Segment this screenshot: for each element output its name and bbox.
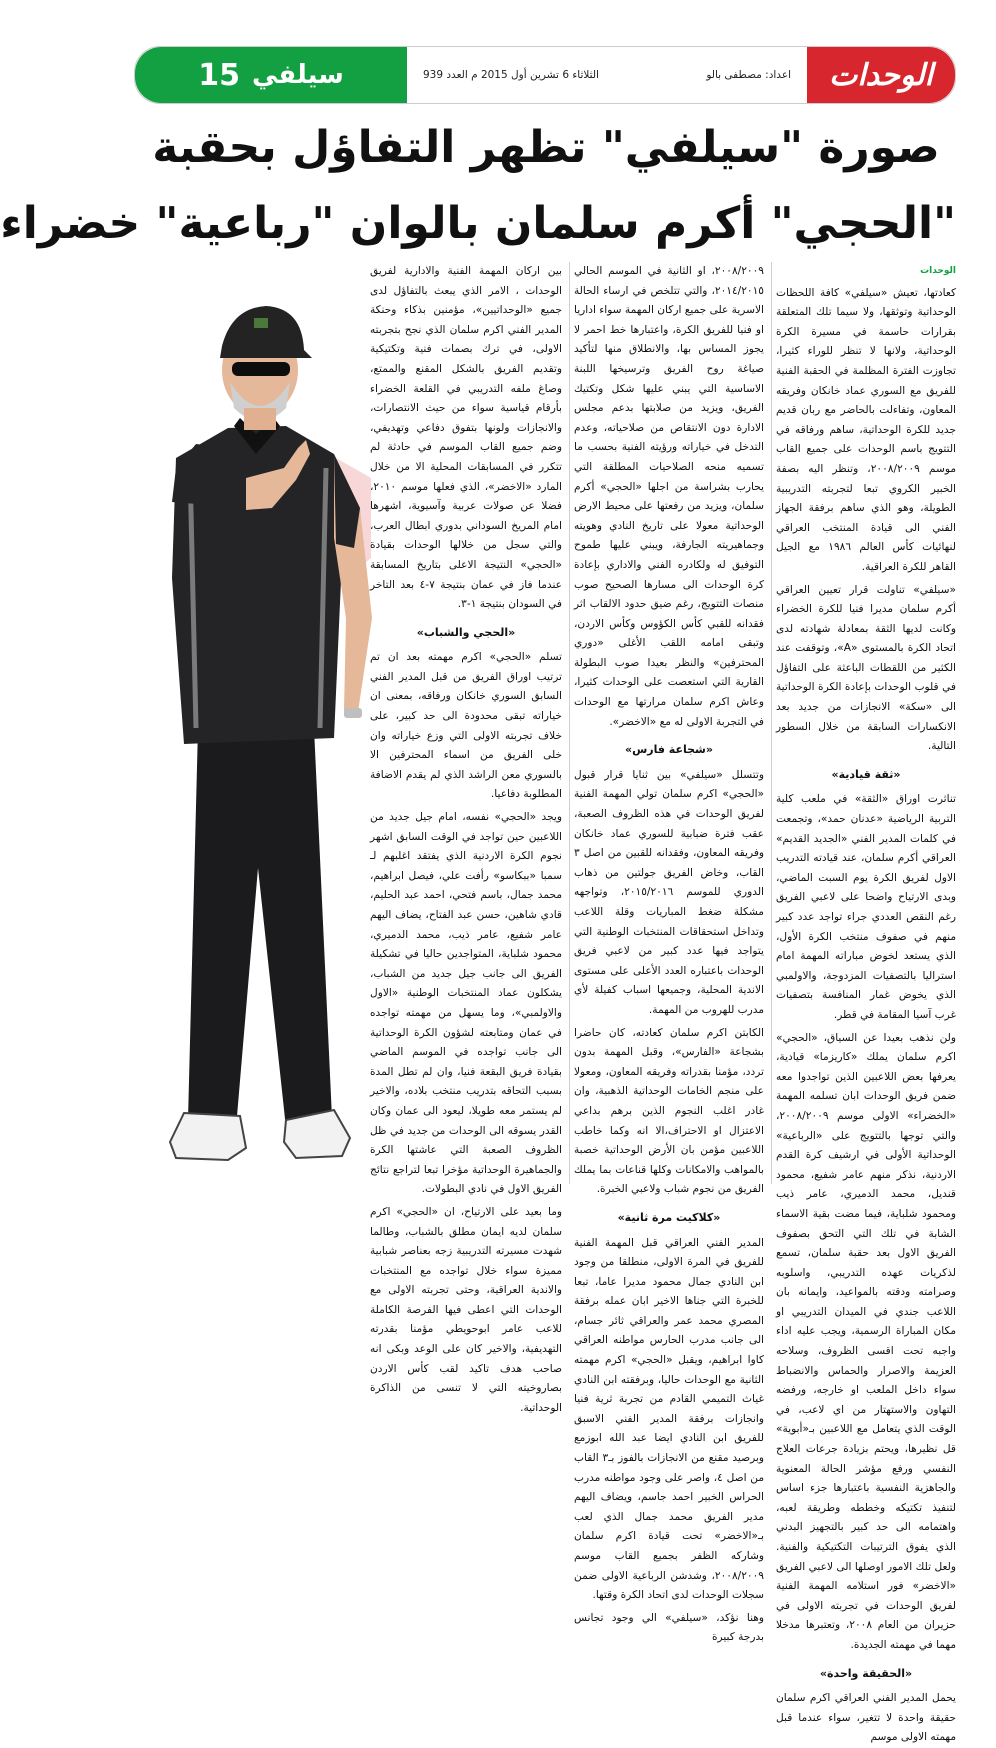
paragraph: تسلم «الحجي» اكرم مهمته بعد ان تم ترتيب اوراق الفريق من قبل المدير الفني السابق السوري خانكان ورفاقه، بمعنى ان خياراته تبقى محدودة الى حد كبير، على خلاف تجربته الاولى التي وزع خياراته وان خلى الفريق من اسماء المحترفين الا بالسوري معن الراشد الذي لم يقدم الاضافة المطلوبة دفاعيا. <box>370 651 562 801</box>
paragraph: كعادتها، تعيش «سيلفي» كافة اللحظات الوحداتية وتوثقها، ولا سيما تلك المتعلقة بقرارات حاسمة في مسيرة الكرة الوحداتية، ولانها لا تنظر للوراء كثيرا، تجاوزت الفترة المظلمة في الحقبة الفنية للفريق مع السوري عماد خانكان وفريقه المعاون، وتفاءلت بالحاضر مع ربان قديم جديد للكرة الوحداتية، ساهم ورفاقه في التتويج باسم الوحدات على جميع القاب موسم ٢٠٠٨/٢٠٠٩، وتنظر اليه بصفة الخبير الكروي تبعا لتجربته التدريبية الطويلة، وهو الذي ساهم برفقة الجهاز الفني الى قيادة المنتخب العراقي لنهائيات كأس العالم ١٩٨٦ مع الجيل القاهر للكرة العراقية. <box>776 286 956 573</box>
paragraph: ويجد «الحجي» نفسه، امام جيل جديد من اللاعبين حين تواجد في الوقت السابق اشهر نجوم الكرة الاردنية الذي يفتقد اغلبهم لـ سمبا «ببكاسو» رأفت علي، فيصل ابراهيم، محمد جمال، باسم فتحي، احمد عبد الحليم، قادي شاهين، حسن عبد الفتاح، يضاف اليهم عامر شفيع، عامر ذيب، محمد الدميري، محمود شلباية، المتواجدين حاليا في تشكيلة الفريق الى جانب جيل جديد من الشباب، يشكلون عماد المنتخبات الوطنية «الاول والاولمبي»، وما يسهل من مهمته تواجده في عمان ومتابعته لشؤون الكرة الوحداتية الى جانب تواجده في الموسم الماضي بقيادة فريق البقعة فنيا، وان لم تطل المدة بسبب التحاقه بتدريب منتخب بلاده، والاخير لم يستمر معه طويلا، ليعود الى عمان وكان القدر يسوقه الى الوحدات من جديد في ظل الظروف الصعبة التي عاشتها الكرة والجماهيرة الوحداتية مؤخرا تبعا لتراجع نتائج الفريق الاول في نادي البطولات. <box>370 811 562 1196</box>
header-info <box>407 47 807 103</box>
column-divider <box>569 262 570 1184</box>
section-tag: الوحدات <box>920 266 956 276</box>
column-divider <box>771 262 772 1184</box>
article-column-3 <box>370 262 562 1414</box>
section-title: الوحدات <box>807 47 955 103</box>
page-number: 15 <box>198 57 240 93</box>
paragraph: وتتسلل «سيلفي» بين ثنايا قرار قبول «الحجي» اكرم سلمان تولي المهمة الفنية لفريق الوحدات في هذه الظروف الصعبة، عقب فترة ضبابية للسوري عماد خانكان وفريقه المعاون، وفقدانه للقبين من اصل ٣ القاب، وخاض الفريق جولتين من ذهاب الدوري للموسم ٢٠١٥/٢٠١٦، وتواجهه مشكلة ضغط المباريات وقلة اللاعب وتداخل استحقاقات المنتخبات الوطنية التي يتواجد فيها عدد كبير من لاعبي فريق الوحدات باعتباره العدد الأعلى على مستوى الاندية المحلية، وجميعها اسباب كفيلة لأي مدرب للهروب من المهمة. <box>574 768 764 1016</box>
left-shoe <box>170 1113 246 1160</box>
sunglasses <box>232 362 290 376</box>
page-badge <box>135 47 407 103</box>
headline-line-1: صورة "سيلفي" تظهر التفاؤل بحقبة <box>152 122 940 173</box>
paragraph: المدير الفني العراقي قبل المهمة الفنية للفريق في المرة الاولى، منطلقا من وجود ابن النادي جمال محمود مديرا عاما، تبعا للخبرة التي جناها الاخير ابان عمله برفقة المصري محمد عمر والعراقي ثائر جسام، الى جانب مدرب الحارس مواطنه العراقي كاوا ابراهيم، ويقبل «الحجي» اكرم مهمته الثانية مع الوحدات حاليا، وبرفقته ابن النادي غياث التميمي القادم من تجربة ثرية فنيا وانجازات برفقة المدير الفني الاسبق للفريق ابن النادي ايضا عبد الله ابوزمع وبرصيد مقنع من الانجازات بالفوز بـ٣ القاب من اصل ٤، واصر على وجود مواطنه مدرب الحراس الخبير احمد جاسم، ويضاف اليهم مدير الفريق محمد جمال الذي لعب بـ«الاخضر» تحت قيادة اكرم سلمان وشاركه الظفر بجميع القاب موسم ٢٠٠٨/٢٠٠٩، وشدشن الرباعية الاولى ضمن سجلات الوحدات لدى اتحاد الكرة وقتها. <box>574 1236 764 1602</box>
paragraph: الكابتن اكرم سلمان كعادته، كان حاضرا بشجاعة «الفارس»، وقبل المهمة بدون تردد، مؤمنا بقدراته وفريقه المعاون، ومعولا على منجم الخامات الوحداتية الذهبية، وان غادر اغلب النجوم الذين برهم بداعي الاعتزال او الاحتراف،الا انه وكما خاطب اللاعبين مؤمن بان الأرض الوحداتية خصبة بالمواهب والامكانات وكلها قناعات بما يملك الفريق من نجوم شباب ولاعبي الخبرة. <box>574 1026 764 1196</box>
subheading: «كلاكيت مرة ثانية» <box>617 1210 721 1224</box>
article-column-1 <box>776 262 956 1744</box>
paragraph: تناثرت اوراق «الثقة» في ملعب كلية التربية الرياضية «عدنان حمد»، وتجمعت في كلمات المدير الفني «الجديد القديم» العراقي أكرم سلمان، عند قيادته التدريب الاول لفريق الكرة يوم السبت الماضي، وبدى الارتياح واضحا على لاعبي الفريق رغم النقص العددي جراء تواجد عدد كبير منهم في صفوف منتخب الكرة الأول، الذي يستعد لخوض مباراته المهمة امام استراليا بالتصفيات المزدوجة، والاولمبي الذي يخوض غمار المنافسة بتصفيات غرب آسيا المقامة في قطر. <box>776 793 956 1021</box>
coach-photo <box>136 258 376 1188</box>
paragraph: ٢٠٠٨/٢٠٠٩، او الثانية في الموسم الحالي ٢٠١٤/٢٠١٥، والتي تتلخص في ارساء الحالة الاسرية على جميع اركان المهمة سواء اداريا او فنيا للفريق الكرة، واعتبارها خط احمر لا يجوز المساس بها، والانطلاق منها لتأكيد صياغة روح الفريق وترسيخها اللبنة الاساسية التي يبني عليها شكل وتكتيك الفريق، ويزيد من صلابتها بدعم مجلس الادارة دون الانتقاص من صلاحياته، وعدم التدخل في خياراته ورؤيته الفنية بحسب ما تسميه منحه الصلاحيات المطلقة التي يحارب بشراسة من اجلها «الحجي» أكرم سلمان، ويزيد من رفعتها على محيط الارض الوحداتية معولا على تاريخ النادي وهويته وجماهيريته الجارفة، ويبني عليها طموح التوفيق له ولكادره الفني والاداري بإعادة كرة الوحدات الى مسارها الصحيح صوب منصات التتويج، رغم ضيق حدود الالقاب اثر فقدانه للقبي كأس الكؤوس وكأس الاردن، وتبقى امامه اللقب الأغلى «دوري المحترفين» والنظر بعيدا صوب البطولة القارية التي استعصت على الوحدات كثيرا، وعاش اكرم سلمان مرارتها مع الوحدات في التجربة الاولى له مع «الاخضر». <box>574 265 764 728</box>
paragraph: وهنا نؤكد، «سيلفي» الي وجود تجانس بدرجة كبيرة <box>574 1611 764 1644</box>
paragraph: ولن نذهب بعيدا عن السياق، «الحجي» اكرم سلمان يملك «كاريزما» قيادية، يعرفها بعض اللاعبين الذين تواجدوا معه ضمن فريق الوحدات ابان تسلمه المهمة «الخضراء» الاولى موسم ٢٠٠٨/٢٠٠٩، والتي توجها بالتتويج على «الرباعية» الوحداتية الأولى في ارشيف كرة القدم الاردنية، نذكر منهم عامر شفيع، محمود قنديل، محمد الدميري، عامر ذيب ومحمود شلباية، فيما مضت بقية الاسماء الشابة في تلك التي التحق بصفوف الفريق الاول بعد حقبة سلمان، تسمع لذكريات عهده التدريبي، واسلوبه وصرامته ودقته بالمواعيد، وايمانه بان اللاعب جندي في الميدان التدريبي او مكان المباراة الرسمية، ويجب عليه اداء واجبه تحت اقسى الظروف، وسلاحه العزيمة والاصرار والحماس والانضباط سواء داخل الملعب او خارجه، ورفضه التهاون والاستهتار من اي لاعب، في الوقت الذي يتعامل مع اللاعبين بـ«أبوية» قل نظيرها، ويحتم بزيادة جرعات العلاج النفسي ورفع مؤشر الحالة المعنوية والجاهزية النفسية باعتبارها جزء اساس لتنفيذ تكتيكه وخططه وطريقة لعبه، واهتمامه الى حد كبير بالتجهيز البدني الذي يفوق الترتيبات التكتيكية والفنية. ولعل تلك الامور اوصلها الى لاعبي الفريق «الاخضر» فور استلامه المهمة الفنية لفريق الوحدات في تجربته الاولى في حزيران من العام ٢٠٠٨، وتعتبرها مدخلا مهما في مهمته الجديدة. <box>776 1031 956 1651</box>
page-header <box>134 46 956 104</box>
paragraph: بين اركان المهمة الفنية والادارية لفريق الوحدات ، الامر الذي يبعث بالتفاؤل لدى جميع «الوحداتيين»، مؤمنين بذكاء وحنكة المدير الفني اكرم سلمان الذي نجح بتجربته الاولى، في ترك بصمات فنية وتكتيكية وتقديم الفريق بالشكل المقنع والممتع، وصاغ ملفه التدريبي في القلعة الخضراء بأرقام قياسية سواء من حيث الانتصارات، والانجازات ولونها بتفوق دفاعي وتهديفي، وضم جميع القاب الموسم في حادثة لم تتكرر في المسابقات المحلية الا من خلال المارد «الاخضر»، الذي فعلها موسم ٢٠١٠، فضلا عن صولات عربية وآسيوية، اشهرها امام المريخ السوداني بدوري ابطال العرب، والتي سجل من خلالها الوحدات بقيادة «الحجي» النتيجة الاعلى بتاريخ المسابقة عندما فاز في عمان بنتيجة ٧-٤ بعد التاخر في السودان بنتيجة ١-٣. <box>370 265 562 611</box>
subheading: «ثقة قيادية» <box>831 767 901 781</box>
dateline: الثلاثاء 6 تشرين أول 2015 م العدد 939 <box>423 69 599 81</box>
headline-line-2: "الحجي" أكرم سلمان بالوان "رباعية" خضراء <box>0 198 956 249</box>
subheading: «الحقيقة واحدة» <box>819 1666 913 1680</box>
cap <box>220 306 312 358</box>
subheading: «الحجي والشباب» <box>416 625 516 639</box>
editor-credit: اعداد: مصطفى بالو <box>706 69 791 81</box>
trousers <box>188 728 332 1128</box>
subheading: «شجاعة فارس» <box>625 743 713 757</box>
paragraph: وما بعيد على الارتياح، ان «الحجي» اكرم سلمان لديه ايمان مطلق بالشباب، وطالما شهدت مسيرته التدريبية زجه بعناصر شبابية مميزة سواء خلال تواجده مع المنتخبات والاندية العراقية، وحتى تجربته الاولى مع الوحدات التي اعطى فيها الفرصة الكاملة للاعب عامر ابوحويطي مؤمنا بقدرته التهديفية، والاخير كان على الوعد وبكى انه صاحب هدف تاكيد لقب كأس الاردن بصاروخيته التي لا تنسى من الذاكرة الوحداتية. <box>370 1205 562 1414</box>
wristwatch <box>344 708 362 718</box>
article-column-2 <box>574 262 764 1644</box>
supplement-name: سيلفي <box>251 60 344 90</box>
paragraph: «سيلفي» تناولت قرار تعيين العراقي أكرم سلمان مديرا فنيا للكرة الخضراء وكانت لديها الثقة بمعادلة شهادته لدى اتحاد الكرة بالمستوى «A»، وتوقفت عند الكثير من اللقطات الباعثة على التفاؤل في قلوب الوحدات بإعادة الكرة الوحداتية الى «سكة» الانجازات من جديد بعد الانكسارات السابقة من خلال السطور التالية. <box>776 583 956 753</box>
paragraph: يحمل المدير الفني العراقي اكرم سلمان حقيقة واحدة لا تتغير، سواء عندما قبل مهمته الاولى موسم <box>776 1692 956 1744</box>
headline <box>0 110 956 262</box>
